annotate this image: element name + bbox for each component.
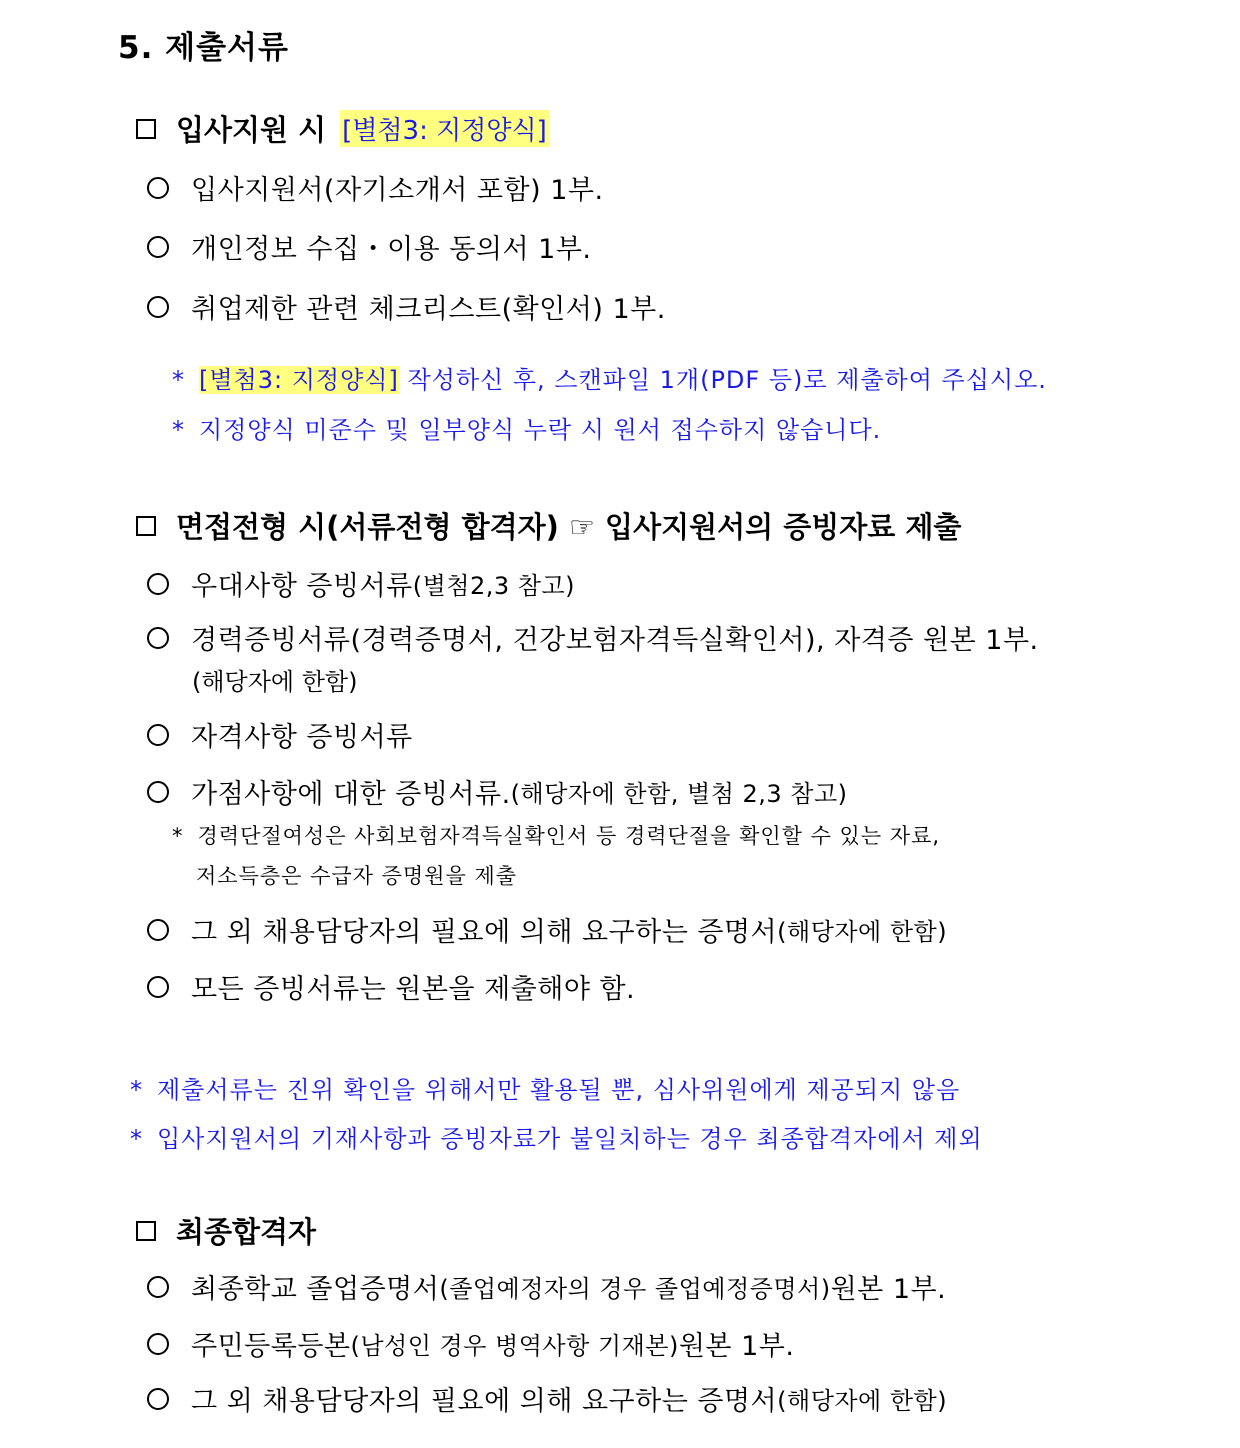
circle-bullet-icon <box>147 236 169 258</box>
page-title: 5. 제출서류 <box>118 30 289 66</box>
list-item-tail: 원본 1부. <box>830 1274 947 1305</box>
list-item <box>147 618 1039 657</box>
list-item-text: 입사지원서(자기소개서 포함) 1부. <box>191 175 604 206</box>
note-text: 지정양식 미준수 및 일부양식 누락 시 원서 접수하지 않습니다. <box>199 416 882 444</box>
list-item-tail: 원본 1부. <box>678 1331 795 1362</box>
general-note <box>130 1119 983 1154</box>
note-text: 제출서류는 진위 확인을 위해서만 활용될 뿐, 심사위원에게 제공되지 않음 <box>157 1076 961 1104</box>
list-item-detail: (남성인 경우 병역사항 기재본) <box>350 1332 679 1360</box>
list-item-text: 경력증빙서류(경력증명서, 건강보험자격득실확인서), 자격증 원본 1부. <box>191 625 1039 656</box>
list-item <box>147 564 575 603</box>
list-item <box>147 1379 947 1418</box>
section-heading-interview <box>136 505 961 546</box>
checkbox-square-icon <box>136 516 156 536</box>
section-heading-text: 최종합격자 <box>176 1215 317 1249</box>
note-text: 입사지원서의 기재사항과 증빙자료가 불일치하는 경우 최종합격자에서 제외 <box>157 1125 983 1153</box>
list-item-text: 그 외 채용담당자의 필요에 의해 요구하는 증명서 <box>191 1386 778 1417</box>
list-item <box>147 967 635 1006</box>
checkbox-square-icon <box>136 119 156 139</box>
general-note <box>130 1070 960 1105</box>
sub-note-continuation: 저소득층은 수급자 증명원을 제출 <box>196 864 518 888</box>
list-item-detail: (해당자에 한함) <box>777 918 948 946</box>
circle-bullet-icon <box>147 919 169 941</box>
circle-bullet-icon <box>147 573 169 595</box>
section-heading-text: 입사지원 시 <box>176 113 327 147</box>
list-item-detail: (별첨2,3 참고) <box>412 572 576 600</box>
circle-bullet-icon <box>147 724 169 746</box>
list-item-text: 주민등록등본 <box>191 1331 351 1362</box>
circle-bullet-icon <box>147 296 169 318</box>
circle-bullet-icon <box>147 781 169 803</box>
list-item <box>147 1324 794 1363</box>
circle-bullet-icon <box>147 177 169 199</box>
template-tag: [별첨3: 지정양식] <box>340 110 549 147</box>
list-item <box>147 168 604 207</box>
list-item <box>147 1267 946 1306</box>
list-item-continuation: (해당자에 한함) <box>192 668 358 696</box>
section-heading-final <box>136 1210 316 1251</box>
circle-bullet-icon <box>147 976 169 998</box>
circle-bullet-icon <box>147 627 169 649</box>
list-item-text: 모든 증빙서류는 원본을 제출해야 함. <box>191 974 636 1005</box>
asterisk-icon: * <box>172 366 185 394</box>
circle-bullet-icon <box>147 1276 169 1298</box>
list-item-text: 우대사항 증빙서류 <box>191 571 413 602</box>
list-item-text: 가점사항에 대한 증빙서류. <box>191 779 511 810</box>
list-item-detail: (졸업예정자의 경우 졸업예정증명서) <box>439 1275 831 1303</box>
sub-note <box>172 820 940 850</box>
note-highlight: [별첨3: 지정양식] <box>199 366 399 394</box>
list-item-text: 취업제한 관련 체크리스트(확인서) 1부. <box>191 294 666 325</box>
list-item <box>147 287 666 326</box>
list-item-detail: (해당자에 한함) <box>777 1387 948 1415</box>
list-item-text: 개인정보 수집・이용 동의서 1부. <box>191 234 592 265</box>
circle-bullet-icon <box>147 1333 169 1355</box>
asterisk-icon: * <box>130 1076 143 1104</box>
list-item <box>147 715 413 754</box>
note-line <box>172 360 1047 395</box>
list-item <box>147 772 848 811</box>
section-heading-application <box>136 108 549 149</box>
asterisk-icon: * <box>172 416 185 444</box>
checkbox-square-icon <box>136 1221 156 1241</box>
list-item <box>147 227 592 266</box>
list-item-detail: (해당자에 한함, 별첨 2,3 참고) <box>510 780 848 808</box>
list-item-text: 최종학교 졸업증명서 <box>191 1274 440 1305</box>
section-heading-text: 면접전형 시(서류전형 합격자) ☞ 입사지원서의 증빙자료 제출 <box>176 510 962 544</box>
asterisk-icon: * <box>130 1125 143 1153</box>
sub-note-text: 경력단절여성은 사회보험자격득실확인서 등 경력단절을 확인할 수 있는 자료, <box>197 824 941 848</box>
list-item-text: 그 외 채용담당자의 필요에 의해 요구하는 증명서 <box>191 917 778 948</box>
list-item <box>147 910 947 949</box>
note-text: 작성하신 후, 스캔파일 1개(PDF 등)로 제출하여 주십시오. <box>398 366 1047 394</box>
list-item-text: 자격사항 증빙서류 <box>191 722 413 753</box>
circle-bullet-icon <box>147 1388 169 1410</box>
note-line <box>172 410 881 445</box>
asterisk-icon: * <box>172 824 184 848</box>
